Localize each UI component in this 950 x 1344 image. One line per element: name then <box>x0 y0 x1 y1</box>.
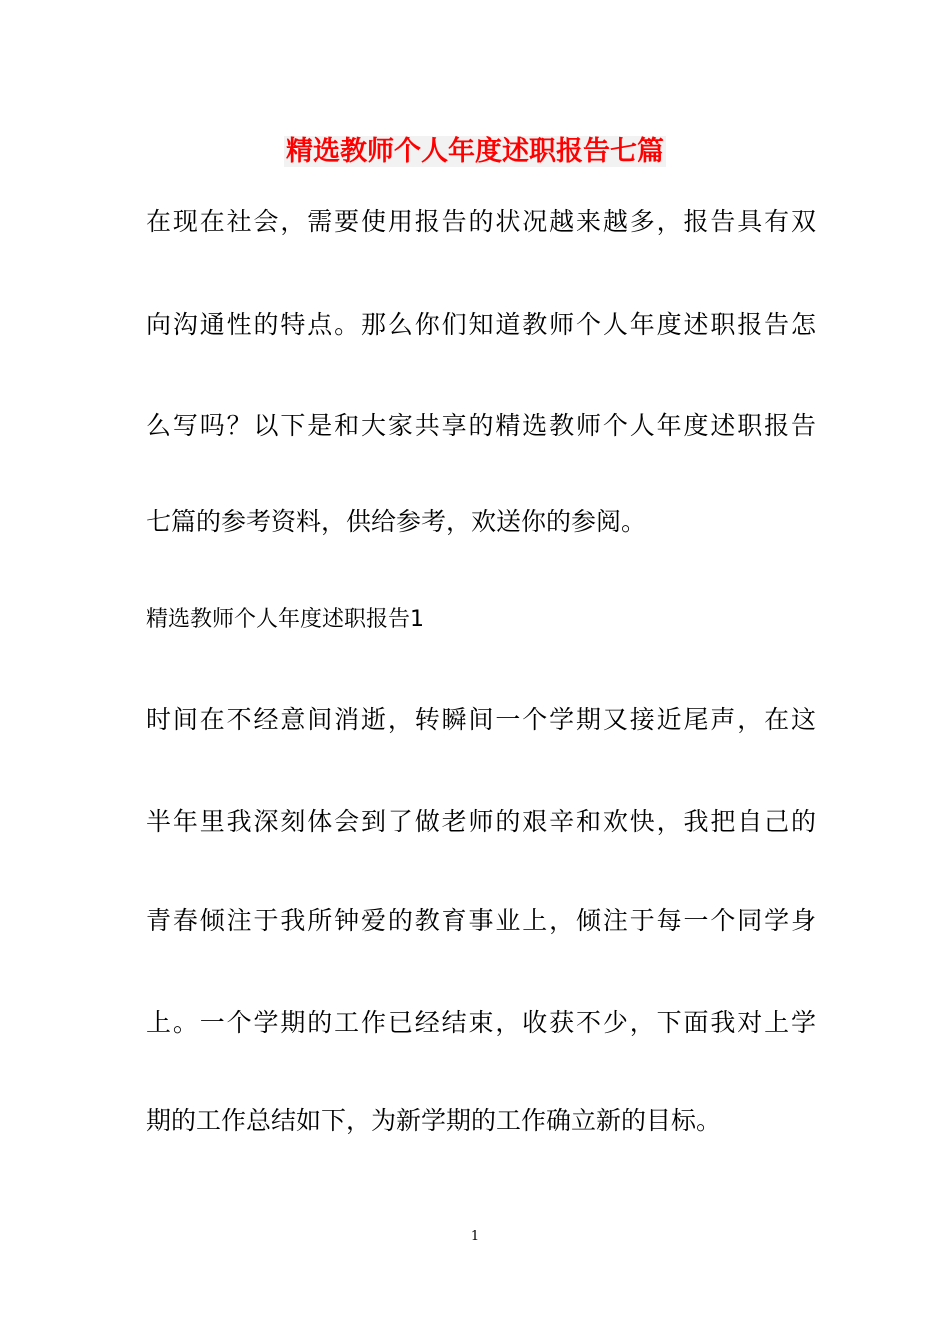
document-title-text: 精选教师个人年度述职报告七篇 <box>286 136 664 167</box>
paragraph-line: 青春倾注于我所钟爱的教育事业上，倾注于每一个同学身 <box>146 906 816 935</box>
paragraph-line: 半年里我深刻体会到了做老师的艰辛和欢快，我把自己的 <box>146 807 816 836</box>
paragraph-line: 在现在社会，需要使用报告的状况越来越多，报告具有双 <box>146 207 816 236</box>
paragraph-line: 时间在不经意间消逝，转瞬间一个学期又接近尾声，在这 <box>146 705 816 734</box>
page-number: 1 <box>470 1229 480 1244</box>
paragraph-line: 期的工作总结如下，为新学期的工作确立新的目标。 <box>146 1106 722 1135</box>
paragraph-line: 么写吗？以下是和大家共享的精选教师个人年度述职报告 <box>146 411 816 440</box>
paragraph-line: 七篇的参考资料，供给参考，欢送你的参阅。 <box>146 507 647 536</box>
paragraph-line: 上。一个学期的工作已经结束，收获不少，下面我对上学 <box>146 1008 816 1037</box>
document-title <box>0 134 950 170</box>
section-heading: 精选教师个人年度述职报告1 <box>146 607 424 632</box>
paragraph-line: 向沟通性的特点。那么你们知道教师个人年度述职报告怎 <box>146 310 816 339</box>
